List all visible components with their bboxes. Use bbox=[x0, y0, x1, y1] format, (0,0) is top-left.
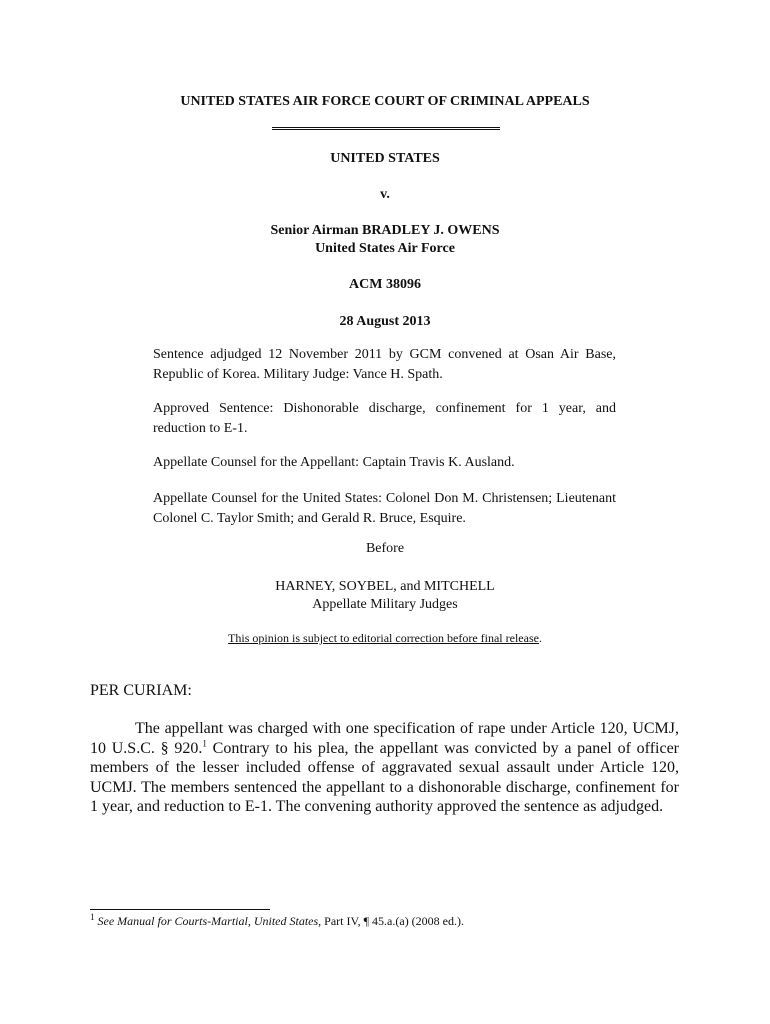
footnote-divider bbox=[90, 909, 270, 910]
court-name: UNITED STATES AIR FORCE COURT OF CRIMINAL APPEALS bbox=[180, 94, 590, 109]
double-rule-divider bbox=[272, 127, 500, 132]
party-one: UNITED STATES bbox=[330, 151, 440, 166]
editorial-notice bbox=[0, 631, 770, 646]
decision-date: 28 August 2013 bbox=[339, 314, 431, 329]
judges-block bbox=[0, 578, 770, 614]
judge-names: HARNEY, SOYBEL, and MITCHELL bbox=[275, 579, 495, 594]
footnote bbox=[90, 914, 464, 929]
appellant-branch: United States Air Force bbox=[315, 241, 455, 256]
counsel-appellant: Appellate Counsel for the Appellant: Captain Travis K. Ausland. bbox=[153, 455, 515, 470]
editorial-notice-text: This opinion is subject to editorial correction before final release bbox=[228, 631, 539, 645]
docket-number: ACM 38096 bbox=[349, 277, 421, 292]
counsel-united-states: Appellate Counsel for the United States: Colonel Don M. Christensen; Lieutenant Colonel C. Taylor Smith; and Gerald R. Bruce, Esquire. bbox=[153, 491, 616, 526]
appellant-name: Senior Airman BRADLEY J. OWENS bbox=[270, 223, 500, 238]
sentence-adjudged: Sentence adjudged 12 November 2011 by GCM convened at Osan Air Base, Republic of Korea. Military Judge: Vance H. Spath. bbox=[153, 347, 616, 382]
judge-title: Appellate Military Judges bbox=[312, 597, 458, 612]
footnote-citation-rest: , Part IV, ¶ 45.a.(a) (2008 ed.). bbox=[318, 914, 465, 928]
footnote-citation-title: See Manual for Courts-Martial, United States bbox=[97, 914, 319, 928]
before-label: Before bbox=[365, 541, 405, 556]
footnote-number: 1 bbox=[90, 912, 95, 922]
appellant-block bbox=[0, 222, 770, 258]
opinion-heading: PER CURIAM: bbox=[90, 682, 192, 699]
editorial-notice-period: . bbox=[538, 631, 542, 645]
versus-label: v. bbox=[380, 187, 390, 202]
footnote-reference[interactable]: 1 bbox=[202, 738, 207, 749]
opinion-body bbox=[90, 719, 679, 817]
approved-sentence: Approved Sentence: Dishonorable discharge, confinement for 1 year, and reduction to E-1. bbox=[153, 401, 616, 436]
opinion-text-part1: The appellant was charged with one specification of rape under Article 120, UCMJ, 10 U.S.C. § 920. bbox=[90, 720, 679, 757]
opinion-text-part2: Contrary to his plea, the appellant was convicted by a panel of officer members of the lesser included offense of aggravated sexual assault under Article 120, UCMJ. The members sentenced the appellant to a dishonorable discharge, confinement for 1 year, and reduction to E-1. The convening authority approved the sentence as adjudged. bbox=[90, 739, 680, 816]
